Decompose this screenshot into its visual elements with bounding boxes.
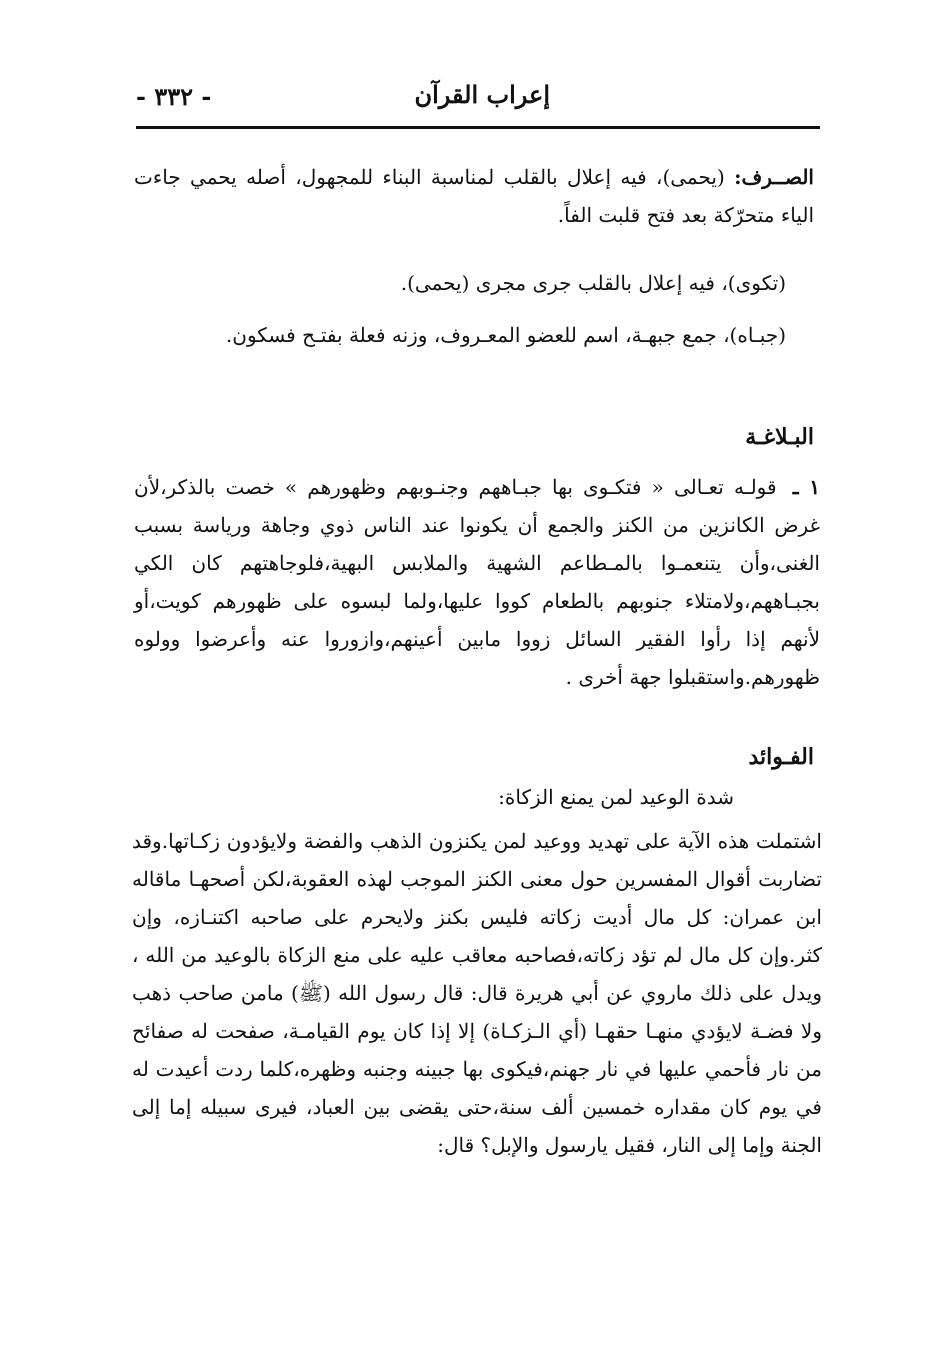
book-title: إعراب القرآن <box>414 80 550 109</box>
fawaid-heading: الفـوائد <box>748 744 814 770</box>
fawaid-subheading: شدة الوعيد لمن يمنع الزكاة: <box>498 785 734 809</box>
sarf-text-2: (تكوى)، فيه إعلال بالقلب جرى مجرى (يحمى). <box>400 271 786 295</box>
sarf-paragraph-2 <box>134 264 786 302</box>
balagha-item-number: ١ ـ <box>792 475 821 499</box>
fawaid-body-text: اشتملت هذه الآية على تهديد ووعيد لمن يكنزون الذهب والفضة ولايؤدون زكـاتها.وقد تضاربت أقوال المفسرين حول معنى الكنز الموجب لهذه العقوبة،لكن أصحهـا ماقاله ابن عمران: كل مال أديت زكاته فليس بكنز ولايحرم على صاحبه اكتنـازه، وإن كثر.وإن كل مال لم تؤد زكاته،فصاحبه معاقب عليه على منع الزكاة بالوعيد من الله ، ويدل على ذلك ماروي عن أبي هريرة قال: قال رسول الله (ﷺ) مامن صاحب ذهب ولا فضـة لايؤدي منهـا حقهـا (أي الـزكـاة) إلا إذا كان يوم القيامـة، صفحت له صفائح من نار فأحمي عليها في نار جهنم،فيكوى بها جبينه وجنبه وظهره،كلما ردت أعيدت له في يوم كان مقداره خمسين ألف سنة،حتى يقضى بين العباد، فيرى سبيله إما إلى الجنة وإما إلى النار، فقيل يارسول والإبل؟ قال: <box>132 829 822 1157</box>
sarf-paragraph-3 <box>134 316 786 354</box>
sarf-text-1: (يحمى)، فيه إعلال بالقلب لمناسبة البناء للمجهول، أصله يحمي جاءت الياء متحرّكة بعد فتح قلبت الفاً. <box>134 165 814 227</box>
balagha-item-1 <box>134 468 820 696</box>
page-header <box>136 74 820 124</box>
page-number: - ٣٣٢ - <box>136 82 212 111</box>
sarf-label: الصــرف: <box>734 165 814 189</box>
sarf-paragraph-1 <box>134 158 814 234</box>
fawaid-body <box>132 822 822 1164</box>
sarf-text-3: (جبـاه)، جمع جبهـة، اسم للعضو المعـروف، وزنه فعلة بفتـح فسكون. <box>225 323 786 347</box>
header-divider <box>136 126 820 129</box>
balagha-heading: البـلاغـة <box>745 424 814 450</box>
balagha-item-text: قولـه تعـالى « فتكـوى بها جبـاههم وجنـوبهم وظهورهم » خصت بالذكر،لأن غرض الكانزين من الكنز والجمع أن يكونوا عند الناس ذوي وجاهة ورياسة بسبب الغنى،وأن يتنعمـوا بالمـطاعم الشهية والملابس البهية،فلوجاهتهم كان الكي بجبـاههم،ولامتلاء جنوبهم بالطعام كووا عليها،ولما لبسوه على ظهورهم كويت،أو لأنهم إذا رأوا الفقير السائل زووا مابين أعينهم،وازوروا عنه وأعرضوا وولوه ظهورهم.واستقبلوا جهة أخرى . <box>134 475 820 689</box>
